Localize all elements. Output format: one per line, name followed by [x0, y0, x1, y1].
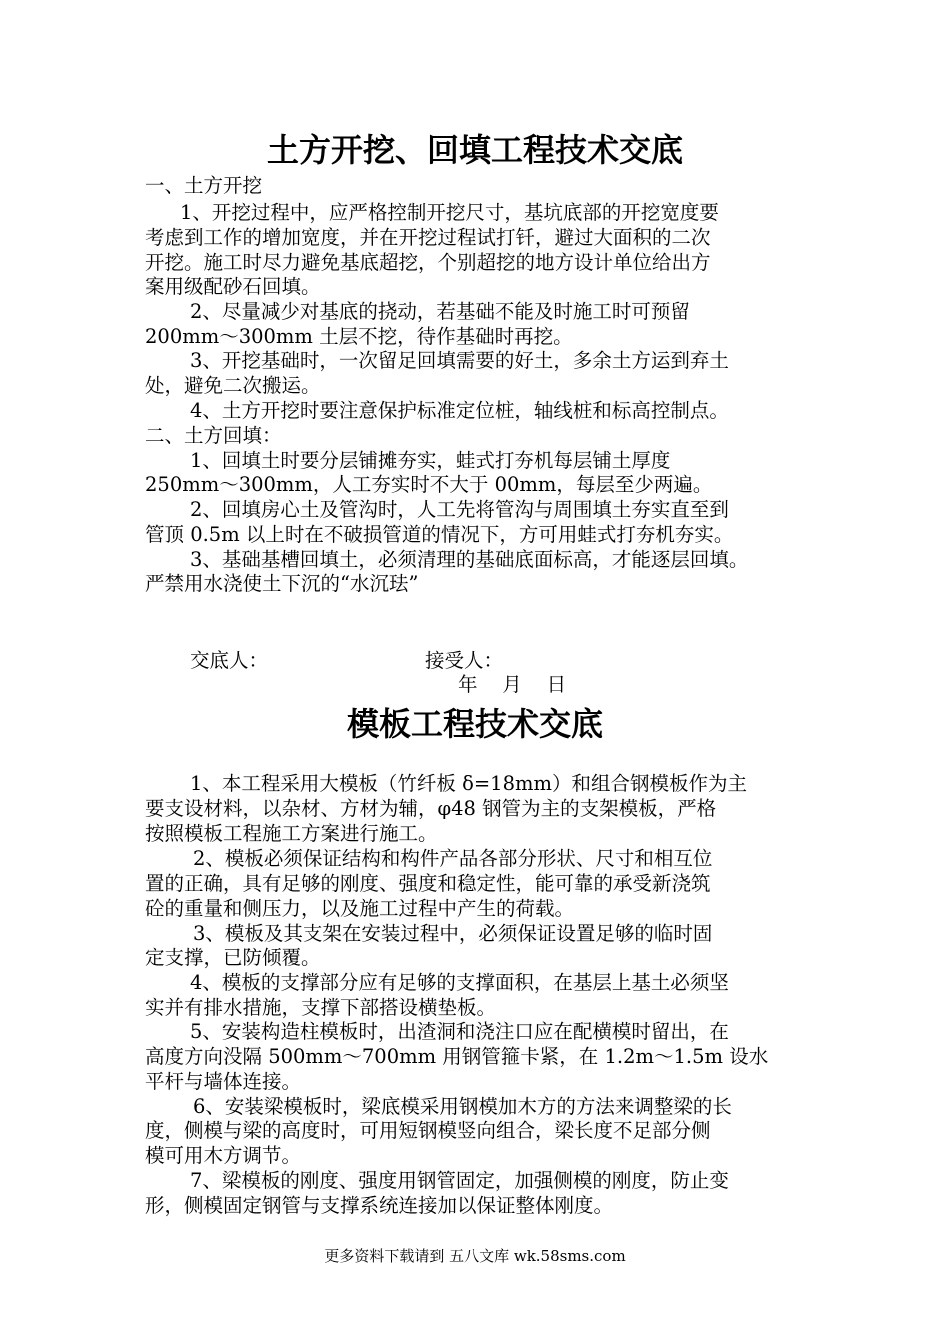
paragraph-line: 实并有排水措施，支撑下部搭设横垫板。: [145, 996, 497, 1019]
section-heading: 一、土方开挖: [145, 174, 263, 197]
footer-link[interactable]: 更多资料下载请到 五八文库 wk.58sms.com: [324, 1247, 626, 1265]
paragraph-line: 平杆与墙体连接。: [145, 1070, 302, 1093]
paragraph-line: 考虑到工作的增加宽度，并在开挖过程试打钎，避过大面积的二次: [145, 226, 711, 249]
formwork-title: 模板工程技术交底: [346, 705, 603, 743]
paragraph-line: 管顶 0.5m 以上时在不破损管道的情况下，方可用蛙式打夯机夯实。: [145, 523, 734, 546]
paragraph-line: 5、安装构造柱模板时，出渣洞和浇注口应在配横模时留出，在: [190, 1020, 729, 1043]
paragraph-line: 模可用木方调节。: [145, 1144, 302, 1167]
signer-label: 交底人：: [190, 649, 269, 672]
paragraph-line: 高度方向没隔 500mm～700mm 用钢管箍卡紧，在 1.2m～1.5m 设水: [145, 1045, 769, 1068]
paragraph-line: 按照模板工程施工方案进行施工。: [145, 822, 438, 845]
paragraph-line: 严禁用水浇使土下沉的“水沉珐”: [145, 572, 419, 595]
paragraph-line: 6、安装梁模板时，梁底模采用钢模加木方的方法来调整梁的长: [193, 1095, 732, 1118]
paragraph-line: 案用级配砂石回填。: [145, 275, 321, 298]
earthwork-title: 土方开挖、回填工程技术交底: [266, 131, 683, 169]
paragraph-line: 定支撑，已防倾覆。: [145, 946, 321, 969]
paragraph-line: 1、回填土时要分层铺摊夯实，蛙式打夯机每层铺土厚度: [190, 449, 671, 472]
paragraph-line: 2、尽量减少对基底的挠动，若基础不能及时施工时可预留: [190, 300, 690, 323]
paragraph-line: 置的正确，具有足够的刚度、强度和稳定性，能可靠的承受新浇筑: [145, 872, 711, 895]
paragraph-line: 1、本工程采用大模板（竹纤板 δ=18mm）和组合钢模板作为主: [190, 772, 747, 795]
paragraph-line: 2、模板必须保证结构和构件产品各部分形状、尺寸和相互位: [193, 847, 713, 870]
paragraph-line: 处，避免二次搬运。: [145, 374, 321, 397]
paragraph-line: 200mm～300mm 土层不挖，待作基础时再挖。: [145, 325, 573, 348]
paragraph-line: 250mm～300mm，人工夯实时不大于 00mm，每层至少两遍。: [145, 473, 713, 496]
paragraph-line: 形，侧模固定钢管与支撑系统连接加以保证整体刚度。: [145, 1194, 614, 1217]
paragraph-line: 度，侧模与梁的高度时，可用短钢模竖向组合，梁长度不足部分侧: [145, 1119, 711, 1142]
paragraph-line: 7、梁模板的刚度、强度用钢管固定，加强侧模的刚度，防止变: [190, 1169, 729, 1192]
paragraph-line: 3、模板及其支架在安装过程中，必须保证设置足够的临时固: [193, 922, 713, 945]
receiver-label: 接受人：: [425, 649, 504, 672]
paragraph-line: 砼的重量和侧压力，以及施工过程中产生的荷载。: [145, 897, 575, 920]
paragraph-line: 2、回填房心土及管沟时，人工先将管沟与周围填土夯实直至到: [190, 498, 729, 521]
paragraph-line: 4、模板的支撑部分应有足够的支撑面积，在基层上基土必须坚: [190, 971, 729, 994]
date-label: 年 月 日: [458, 673, 567, 696]
section-heading: 二、土方回填：: [145, 424, 282, 447]
paragraph-line: 1、开挖过程中，应严格控制开挖尺寸，基坑底部的开挖宽度要: [180, 201, 719, 224]
paragraph-line: 3、开挖基础时，一次留足回填需要的好土，多余土方运到弃土: [190, 349, 729, 372]
paragraph-line: 要支设材料，以杂材、方材为辅，φ48 钢管为主的支架模板，严格: [145, 797, 717, 820]
paragraph-line: 3、基础基槽回填土，必须清理的基础底面标高，才能逐层回填。: [190, 548, 749, 571]
paragraph-line: 开挖。施工时尽力避免基底超挖，个别超挖的地方设计单位给出方: [145, 251, 711, 274]
paragraph-line: 4、土方开挖时要注意保护标准定位桩，轴线桩和标高控制点。: [190, 399, 729, 422]
